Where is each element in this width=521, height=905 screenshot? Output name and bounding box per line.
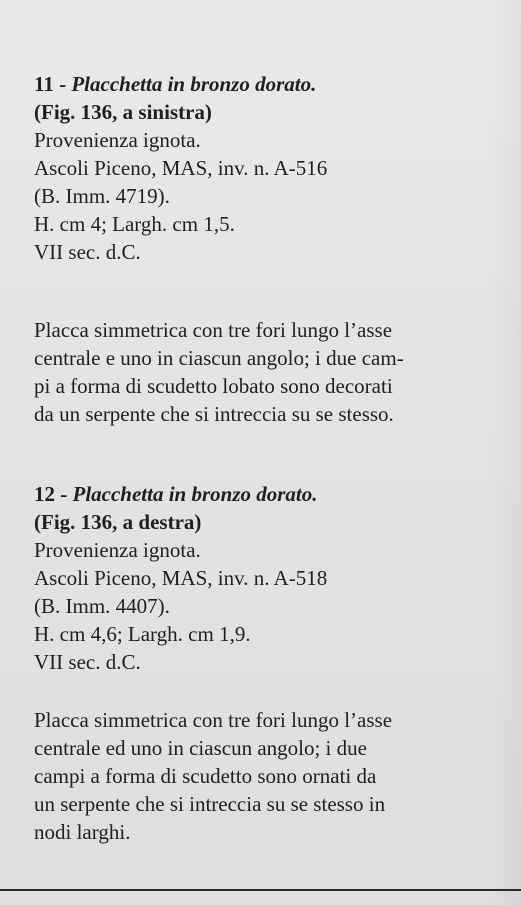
description-line: centrale e uno in ciascun angolo; i due cam- <box>34 346 404 370</box>
entry-title-line <box>34 480 504 508</box>
entry-number: 12 <box>34 482 55 506</box>
description-line: Placca simmetrica con tre fori lungo l’asse <box>34 318 393 342</box>
description-line: centrale ed uno in ciascun angolo; i due <box>34 736 367 760</box>
dating: VII sec. d.C. <box>34 240 141 264</box>
page-shadow <box>491 0 521 905</box>
entry-title: Placchetta in bronzo dorato. <box>71 72 317 96</box>
entry-separator: - <box>59 72 67 96</box>
description-line: un serpente che si intreccia su se stesso in <box>34 792 386 816</box>
dating: VII sec. d.C. <box>34 650 141 674</box>
location: Ascoli Piceno, MAS, inv. n. A-518 <box>34 566 328 590</box>
photo-reference: (B. Imm. 4719). <box>34 184 170 208</box>
dimensions: H. cm 4,6; Largh. cm 1,9. <box>34 622 251 646</box>
description-line: Placca simmetrica con tre fori lungo l’asse <box>34 708 393 732</box>
provenance: Provenienza ignota. <box>34 128 201 152</box>
description-line: da un serpente che si intreccia su se stesso. <box>34 402 394 426</box>
description-line: pi a forma di scudetto lobato sono decorati <box>34 374 393 398</box>
entry-title: Placchetta in bronzo dorato. <box>72 482 318 506</box>
catalog-entry-11 <box>34 70 504 266</box>
figure-reference: (Fig. 136, a destra) <box>34 510 202 534</box>
dimensions: H. cm 4; Largh. cm 1,5. <box>34 212 235 236</box>
photo-reference: (B. Imm. 4407). <box>34 594 170 618</box>
catalog-entry-12 <box>34 480 504 676</box>
location: Ascoli Piceno, MAS, inv. n. A-516 <box>34 156 328 180</box>
description-line: nodi larghi. <box>34 820 131 844</box>
description-line: campi a forma di scudetto sono ornati da <box>34 764 377 788</box>
entry-12-description <box>34 706 504 846</box>
entry-11-description <box>34 316 504 428</box>
entry-separator: - <box>60 482 68 506</box>
entry-title-line <box>34 70 504 98</box>
entry-number: 11 <box>34 72 54 96</box>
bottom-rule <box>0 889 521 891</box>
provenance: Provenienza ignota. <box>34 538 201 562</box>
figure-reference: (Fig. 136, a sinistra) <box>34 100 212 124</box>
